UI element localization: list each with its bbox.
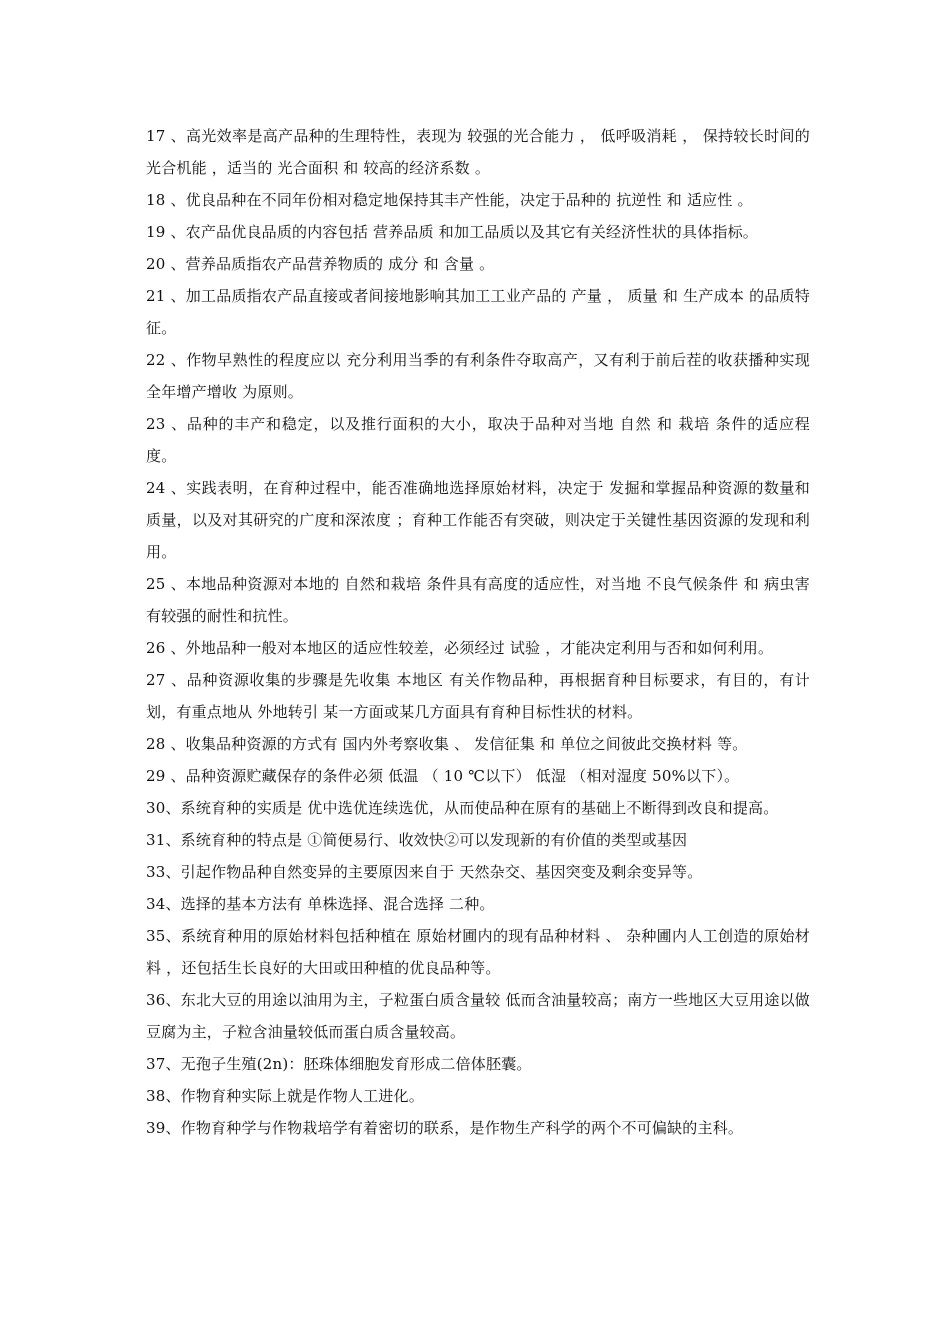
paragraph-17: 17 、高光效率是高产品种的生理特性，表现为 较强的光合能力 ， 低呼吸消耗 ， 保持较长时间的光合机能 ，适当的 光合面积 和 较高的经济系数 。 [146, 127, 810, 177]
paragraph-27: 27 、品种资源收集的步骤是先收集 本地区 有关作物品种，再根据育种目标要求，有目的，有计划，有重点地从 外地转引 某一方面或某几方面具有育种目标性状的材料。 [146, 671, 810, 721]
paragraph-30: 30、系统育种的实质是 优中选优连续选优，从而使品种在原有的基础上不断得到改良和提高。 [146, 799, 779, 817]
paragraph-20: 20 、营养品质指农产品营养物质的 成分 和 含量 。 [146, 255, 495, 273]
paragraph-39: 39、作物育种学与作物栽培学有着密切的联系，是作物生产科学的两个不可偏缺的主科。 [146, 1119, 744, 1137]
paragraph-21: 21 、加工品质指农产品直接或者间接地影响其加工工业产品的 产量 ， 质量 和 生产成本 的品质特征。 [146, 287, 810, 337]
paragraph-26: 26 、外地品种一般对本地区的适应性较差，必须经过 试验 ，才能决定利用与否和如何利用。 [146, 639, 774, 657]
paragraph-24: 24 、实践表明，在育种过程中，能否准确地选择原始材料，决定于 发掘和掌握品种资源的数量和质量，以及对其研究的广度和深浓度 ；育种工作能否有突破，则决定于关键性基因资源的发现和利用。 [146, 479, 810, 561]
paragraph-28: 28 、收集品种资源的方式有 国内外考察收集 、 发信征集 和 单位之间彼此交换材料 等。 [146, 735, 748, 753]
paragraph-36: 36、东北大豆的用途以油用为主，子粒蛋白质含量较 低而含油量较高；南方一些地区大豆用途以做豆腐为主，子粒含油量较低而蛋白质含量较高。 [146, 991, 810, 1041]
paragraph-25: 25 、本地品种资源对本地的 自然和栽培 条件具有高度的适应性，对当地 不良气候条件 和 病虫害 有较强的耐性和抗性。 [146, 575, 810, 625]
paragraph-33: 33、引起作物品种自然变异的主要原因来自于 天然杂交、基因突变及剩余变异等。 [146, 863, 703, 881]
paragraph-19: 19 、农产品优良品质的内容包括 营养品质 和加工品质以及其它有关经济性状的具体指标。 [146, 223, 758, 241]
document-body [146, 120, 810, 1144]
paragraph-31: 31、系统育种的特点是 ①简便易行、收效快②可以发现新的有价值的类型或基因 [146, 831, 688, 849]
paragraph-22: 22 、作物早熟性的程度应以 充分利用当季的有利条件夺取高产，又有利于前后茬的收获播种实现全年增产增收 为原则。 [146, 351, 810, 401]
paragraph-37: 37、无孢子生殖(2n)：胚珠体细胞发育形成二倍体胚囊。 [146, 1055, 532, 1073]
paragraph-29: 29 、品种资源贮藏保存的条件必须 低温 （ 10 ℃以下） 低湿 （相对湿度 50%以下）。 [146, 767, 740, 785]
paragraph-18: 18 、优良品种在不同年份相对稳定地保持其丰产性能，决定于品种的 抗逆性 和 适应性 。 [146, 191, 753, 209]
paragraph-38: 38、作物育种实际上就是作物人工进化。 [146, 1087, 424, 1105]
paragraph-23: 23 、品种的丰产和稳定，以及推行面积的大小，取决于品种对当地 自然 和 栽培 条件的适应程度。 [146, 415, 810, 465]
paragraph-34: 34、选择的基本方法有 单株选择、混合选择 二种。 [146, 895, 495, 913]
paragraph-35: 35、系统育种用的原始材料包括种植在 原始材圃内的现有品种材料 、 杂种圃内人工创造的原始材料 ，还包括生长良好的大田或田种植的优良品种等。 [146, 927, 810, 977]
